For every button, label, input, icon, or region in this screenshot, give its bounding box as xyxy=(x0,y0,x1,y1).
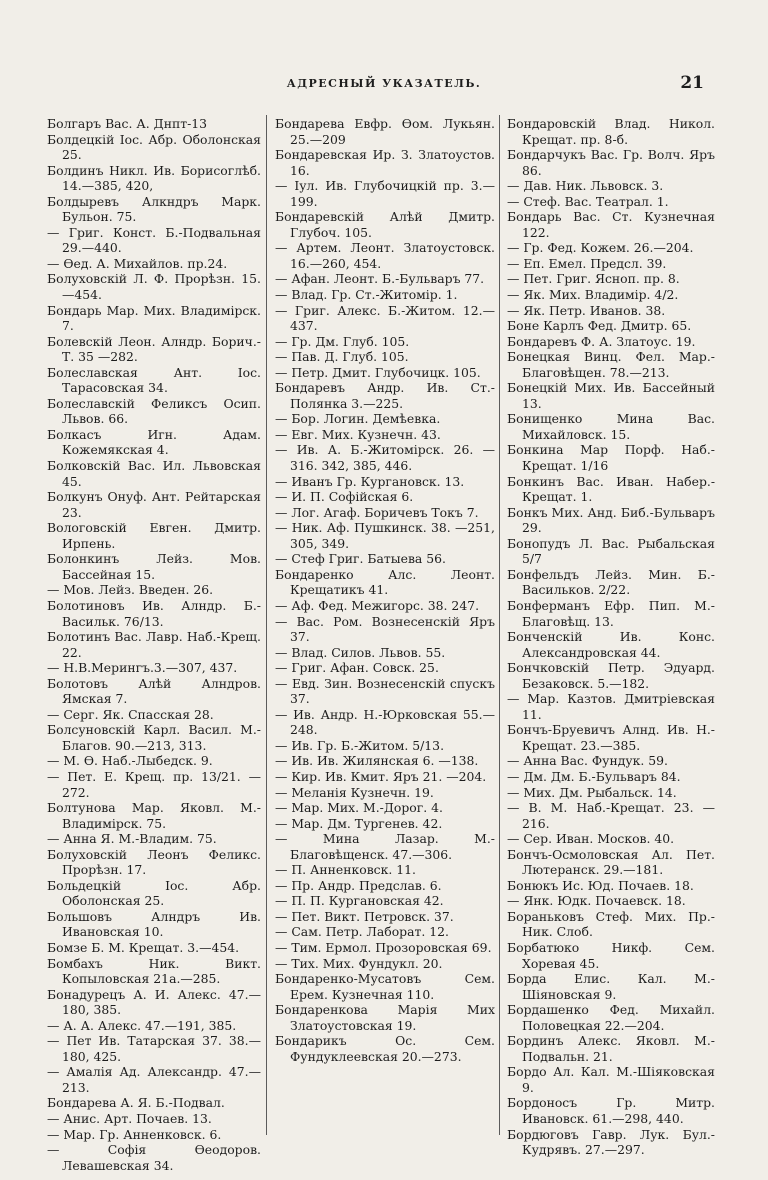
directory-entry: Болдыревъ Алкндръ Марк. Бульон. 75. xyxy=(47,193,261,225)
directory-entry: — Софія Ѳеодоров. Левашевская 34. xyxy=(47,1142,261,1173)
directory-entry: — Кир. Ив. Кмит. Яръ 21. —204. xyxy=(275,768,487,784)
running-header: АДРЕСНЫЙ УКАЗАТЕЛЬ. xyxy=(286,77,482,90)
directory-entry: Болдинъ Никл. Ив. Борисоглѣб. 14.—385, 420, xyxy=(47,162,261,194)
directory-entry: Бончъ-Осмоловская Ал. Пет. Лютеранск. 29.—181. xyxy=(507,846,715,878)
directory-entry: Бондаренкова Марія Мих Златоустовская 19. xyxy=(275,1002,495,1033)
directory-entry: — Мов. Лейз. Введен. 26. xyxy=(47,582,214,598)
directory-entry: Бончъ-Бруевичъ Алнд. Ив. Н.-Крещат. 23.—385. xyxy=(507,722,715,753)
directory-entry: — Меланія Кузнечн. 19. xyxy=(275,784,434,800)
directory-entry: Бонкинъ Вас. Иван. Набер.-Крещат. 1. xyxy=(507,473,715,505)
directory-entry: Болгаръ Вас. А. Днпт-13 xyxy=(47,116,208,131)
directory-entry: Бонецкая Винц. Фел. Мар.-Благовѣщен. 78.—213. xyxy=(507,349,715,380)
directory-entry: — Мар. Дм. Тургенев. 42. xyxy=(275,815,443,831)
directory-entry: Бондарева Евфр. Ѳом. Лукьян. 25.—209 xyxy=(275,116,495,147)
directory-entry: Болдецкій Іос. Абр. Оболонская 25. xyxy=(47,131,261,163)
directory-entry: — Еп. Емел. Предсл. 39. xyxy=(507,255,667,271)
directory-entry: — Петр. Дмит. Глубочицк. 105. xyxy=(275,364,481,380)
column-divider xyxy=(266,115,267,1135)
directory-entry: Бордюговъ Гавр. Лук. Бул.-Кудрявъ. 27.—297. xyxy=(507,1126,715,1158)
directory-entry: — Мар. Мих. М.-Дорог. 4. xyxy=(275,800,443,816)
directory-entry: Борда Елис. Кал. М.-Шіяновская 9. xyxy=(507,971,715,1002)
directory-entry: — Пав. Д. Глуб. 105. xyxy=(275,349,409,365)
directory-column-3 xyxy=(507,116,715,1158)
directory-entry: — Гр. Дм. Глуб. 105. xyxy=(275,333,410,349)
directory-entry: — Мих. Дм. Рыбальск. 14. xyxy=(507,784,677,800)
directory-entry: — Сам. Петр. Лаборат. 12. xyxy=(275,924,449,940)
directory-entry: Бонецкій Мих. Ив. Бассейный 13. xyxy=(507,380,715,411)
directory-entry: — Ив. Андр. Н.-Юрковская 55.—248. xyxy=(275,706,495,738)
directory-entry: Бондарь Мар. Мих. Владимірск. 7. xyxy=(47,302,261,334)
directory-entry: — Янк. Юдк. Почаевск. 18. xyxy=(507,893,686,909)
directory-entry: Бондарчукъ Вас. Гр. Волч. Яръ 86. xyxy=(507,147,715,178)
directory-entry: — Серг. Як. Спасская 28. xyxy=(47,706,214,722)
directory-entry: — Бор. Логин. Демѣевка. xyxy=(275,411,441,427)
directory-entry: Бордоносъ Гр. Митр. Ивановск. 61.—298, 440. xyxy=(507,1095,715,1126)
directory-entry: Болевскій Леон. Алндр. Борич.-Т. 35 —282. xyxy=(47,333,261,365)
directory-entry: — Григ. Алекс. Б.-Житом. 12.—437. xyxy=(275,302,495,334)
directory-entry: — Як. Петр. Иванов. 38. xyxy=(507,302,666,318)
directory-entry: — Пр. Андр. Предслав. 6. xyxy=(275,877,442,893)
directory-entry: Бонюкъ Ис. Юд. Почаев. 18. xyxy=(507,877,694,893)
directory-entry: Болуховскій Леонъ Феликс. Прорѣзн. 17. xyxy=(47,846,261,878)
directory-entry: — Ив. Ив. Жилянская 6. —138. xyxy=(275,753,479,769)
directory-entry: — Н.В.Мерингъ.3.—307, 437. xyxy=(47,660,238,676)
directory-entry: — Пет. Григ. Ясноп. пр. 8. xyxy=(507,271,680,287)
directory-entry: Бондаревъ Ф. А. Златоус. 19. xyxy=(507,333,696,349)
directory-entry: Болонкинъ Лейз. Мов. Бассейная 15. xyxy=(47,551,261,582)
directory-entry: — Як. Мих. Владимір. 4/2. xyxy=(507,287,679,303)
page-number: 21 xyxy=(680,73,704,93)
directory-entry: — Григ. Афан. Совск. 25. xyxy=(275,660,439,676)
directory-entry: Бонкъ Мих. Анд. Биб.-Бульваръ 29. xyxy=(507,504,715,536)
directory-entry: — Тим. Ермол. Прозоровская 69. xyxy=(275,939,492,955)
directory-entry: — Иванъ Гр. Кургановск. 13. xyxy=(275,473,465,489)
directory-entry: — Афан. Леонт. Б.-Бульваръ 77. xyxy=(275,271,485,287)
directory-entry: Бондарь Вас. Ст. Кузнечная 122. xyxy=(507,209,715,240)
directory-entry: — Ив. А. Б.-Житомірск. 26. —316. 342, 385, 446. xyxy=(275,442,495,474)
directory-entry: Бординъ Алекс. Яковл. М.-Подвальн. 21. xyxy=(507,1033,715,1064)
directory-entry: — Григ. Конст. Б.-Подвальная 29.—440. xyxy=(47,224,261,256)
directory-entry: Бонферманъ Ефр. Пип. М.-Благовѣщ. 13. xyxy=(507,597,715,629)
directory-entry: Бондаревскій Алѣй Дмитр. Глубоч. 105. xyxy=(275,209,495,240)
directory-entry: Бонопудъ Л. Вас. Рыбальская 5/7 xyxy=(507,535,715,567)
directory-entry: Бомзе Б. М. Крещат. 3.—454. xyxy=(47,939,240,955)
directory-entry: — Дм. Дм. Б.-Бульваръ 84. xyxy=(507,768,681,784)
directory-entry: Бонченскій Ив. Конс. Александровская 44. xyxy=(507,629,715,660)
directory-entry: — Евд. Зин. Вознесенскій спускъ 37. xyxy=(275,675,495,707)
directory-entry: Бондаровскій Влад. Никол. Крещат. пр. 8-б. xyxy=(507,116,715,147)
directory-entry: Болеславскій Феликсъ Осип. Львов. 66. xyxy=(47,395,261,427)
directory-entry: — А. А. Алекс. 47.—191, 385. xyxy=(47,1017,237,1033)
directory-entry: — П. Анненковск. 11. xyxy=(275,862,416,878)
directory-entry: Вологовскій Евген. Дмитр. Ирпень. xyxy=(47,520,261,551)
directory-entry: — Пет. Викт. Петровск. 37. xyxy=(275,908,454,924)
directory-entry: Бомбахъ Ник. Викт. Копыловская 21а.—285. xyxy=(47,955,261,987)
directory-entry: Бонфельдъ Лейз. Мин. Б.-Васильков. 2/22. xyxy=(507,566,715,598)
directory-entry: Бонкина Мар Порф. Наб.-Крещат. 1/16 xyxy=(507,442,715,474)
directory-entry: Боне Карлъ Фед. Дмитр. 65. xyxy=(507,318,692,334)
directory-entry: Болкасъ Игн. Адам. Кожемякская 4. xyxy=(47,426,261,458)
directory-entry: Болотовъ Алѣй Алндров. Ямская 7. xyxy=(47,675,261,707)
directory-entry: Бондаревъ Андр. Ив. Ст.-Полянка 3.—225. xyxy=(275,380,495,411)
directory-entry: — Артем. Леонт. Златоустовск. 16.—260, 454. xyxy=(275,240,495,271)
directory-entry: — Мина Лазар. М.-Благовѣщенск. 47.—306. xyxy=(275,831,495,862)
directory-entry: — Пет Ив. Татарская 37. 38.—180, 425. xyxy=(47,1033,261,1064)
directory-entry: Бондаревская Ир. З. Златоустов. 16. xyxy=(275,147,495,178)
directory-entry: Большовъ Алндръ Ив. Ивановская 10. xyxy=(47,908,261,940)
directory-entry: — Мар. Казтов. Дмитріевская 11. xyxy=(507,691,715,722)
directory-entry: — Ник. Аф. Пушкинск. 38. —251, 305, 349. xyxy=(275,520,495,551)
directory-entry: — П. П. Кургановская 42. xyxy=(275,893,444,909)
directory-entry: — И. П. Софійская 6. xyxy=(275,489,414,505)
directory-column-1 xyxy=(47,116,261,1173)
directory-entry: — Мар. Гр. Анненковск. 6. xyxy=(47,1126,222,1142)
directory-entry: — Дав. Ник. Львовск. 3. xyxy=(507,178,664,194)
directory-entry: — Гр. Фед. Кожем. 26.—204. xyxy=(507,240,694,256)
directory-entry: — Лог. Агаф. Боричевъ Токъ 7. xyxy=(275,504,479,520)
directory-entry: — Пет. Е. Крещ. пр. 13/21. —272. xyxy=(47,768,261,800)
directory-entry: — М. Ѳ. Наб.-Лыбедск. 9. xyxy=(47,753,213,769)
directory-entry: Бонищенко Мина Вас. Михайловск. 15. xyxy=(507,411,715,442)
directory-entry: Больдецкій Іос. Абр. Оболонская 25. xyxy=(47,877,261,909)
directory-entry: Болотиновъ Ив. Алндр. Б.-Васильк. 76/13. xyxy=(47,597,261,629)
directory-entry: — Ив. Гр. Б.-Житом. 5/13. xyxy=(275,737,445,753)
directory-entry: — Анна Вас. Фундук. 59. xyxy=(507,753,668,769)
column-divider xyxy=(499,115,500,1135)
directory-entry: — Вас. Ром. Вознесенскій Яръ 37. xyxy=(275,613,495,645)
directory-entry: Бондаренко Алс. Леонт. Крещатикъ 41. xyxy=(275,566,495,598)
directory-entry: Бордо Ал. Кал. М.-Шіяковская 9. xyxy=(507,1064,715,1095)
directory-entry: — Іул. Ив. Глубочицкій пр. 3.—199. xyxy=(275,178,495,209)
directory-entry: — Аф. Фед. Межигорс. 38. 247. xyxy=(275,597,480,613)
directory-entry: — Влад. Гр. Ст.-Житомір. 1. xyxy=(275,287,458,303)
directory-entry: Бондарева А. Я. Б.-Подвал. xyxy=(47,1095,225,1111)
directory-entry: Болсуновскій Карл. Васил. М.-Благов. 90.—213, 313. xyxy=(47,722,261,753)
directory-entry: Болотинъ Вас. Лавр. Наб.-Крещ. 22. xyxy=(47,629,261,660)
directory-entry: — Евг. Мих. Кузнечн. 43. xyxy=(275,426,441,442)
directory-entry: — Влад. Силов. Львов. 55. xyxy=(275,644,446,660)
directory-entry: Борбатюко Никф. Сем. Хоревая 45. xyxy=(507,939,715,971)
directory-entry: Бораньковъ Стеф. Мих. Пр.-Ник. Слоб. xyxy=(507,908,715,940)
directory-entry: Болкунъ Онуф. Ант. Рейтарская 23. xyxy=(47,489,261,520)
directory-entry: — Стеф Григ. Батыева 56. xyxy=(275,551,446,567)
directory-entry: — Сер. Иван. Москов. 40. xyxy=(507,831,675,847)
directory-entry: — Анис. Арт. Почаев. 13. xyxy=(47,1111,212,1126)
directory-entry: Бончковскій Петр. Эдуард. Безаковск. 5.—182. xyxy=(507,660,715,691)
directory-entry: Болеславская Ант. Іос. Тарасовская 34. xyxy=(47,364,261,396)
directory-column-2 xyxy=(275,116,495,1064)
directory-entry: Бонадурецъ А. И. Алекс. 47.—180, 385. xyxy=(47,986,261,1018)
directory-entry: — Тих. Мих. Фундукл. 20. xyxy=(275,955,443,971)
directory-entry: — Стеф. Вас. Театрал. 1. xyxy=(507,193,669,209)
directory-entry: Болковскій Вас. Ил. Львовская 45. xyxy=(47,458,261,489)
directory-entry: Болуховскій Л. Ф. Прорѣзн. 15.—454. xyxy=(47,271,261,303)
directory-entry: Болтунова Мар. Яковл. М.-Владимірск. 75. xyxy=(47,800,261,831)
directory-entry: Бондаренко-Мусатовъ Сем. Ерем. Кузнечная 110. xyxy=(275,971,495,1002)
directory-entry: — Анна Я. М.-Владим. 75. xyxy=(47,831,217,847)
directory-entry: Бондарикъ Ос. Сем. Фундуклеевская 20.—273. xyxy=(275,1033,495,1064)
directory-entry: Бордашенко Фед. Михайл. Половецкая 22.—204. xyxy=(507,1002,715,1033)
directory-entry: — Амалія Ад. Александр. 47.—213. xyxy=(47,1064,261,1095)
directory-entry: — В. М. Наб.-Крещат. 23. —216. xyxy=(507,800,715,831)
directory-entry: — Ѳед. А. Михайлов. пр.24. xyxy=(47,255,228,271)
